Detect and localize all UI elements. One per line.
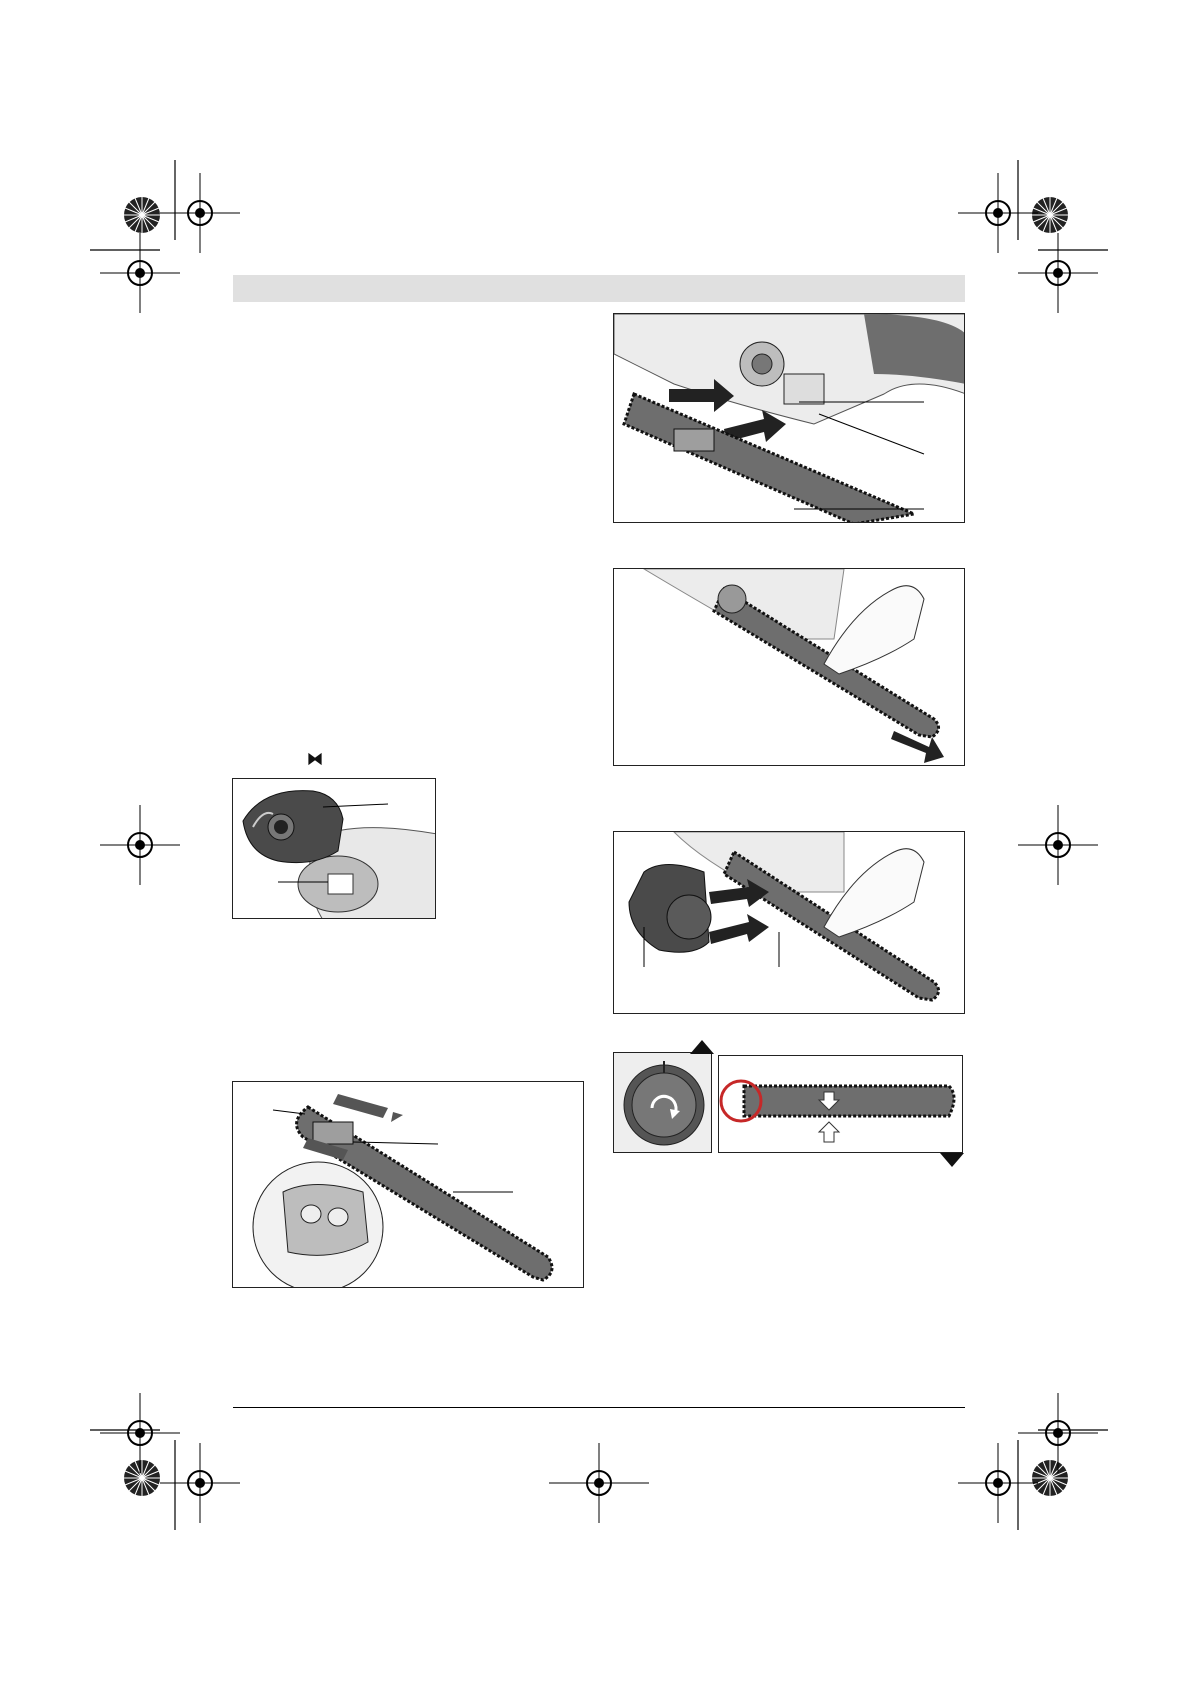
crosshair-mark-mr xyxy=(1018,805,1098,885)
corner-marker-top xyxy=(690,1040,714,1054)
crosshair-mark-ml xyxy=(100,805,180,885)
crosshair-mark-bc xyxy=(549,1443,649,1523)
corner-marker-bottom xyxy=(940,1153,964,1167)
page-header-bar xyxy=(233,275,965,302)
mount-bar-illustration xyxy=(614,314,965,523)
direction-bar-illustration xyxy=(719,1056,963,1153)
figure-pull-bar xyxy=(613,568,965,766)
pull-bar-illustration xyxy=(614,569,965,766)
figure-cover-knob xyxy=(232,778,436,919)
fit-cover-illustration xyxy=(614,832,965,1014)
crosshair-mark-tl2 xyxy=(100,233,180,313)
chain-symbol: ⧓ xyxy=(307,751,323,768)
figure-direction-check-knob xyxy=(613,1052,712,1153)
registration-sunburst-tl xyxy=(122,195,162,235)
figure-direction-check-bar xyxy=(718,1055,963,1153)
direction-knob-illustration xyxy=(614,1053,712,1153)
chain-on-bar-illustration xyxy=(233,1082,584,1288)
cover-knob-illustration xyxy=(233,779,436,919)
footer-rule xyxy=(233,1407,965,1408)
crosshair-mark-bl2 xyxy=(160,1443,240,1523)
crosshair-mark-br2 xyxy=(1018,1393,1098,1473)
figure-mount-bar xyxy=(613,313,965,523)
crosshair-mark-tr2 xyxy=(1018,233,1098,313)
figure-fit-cover xyxy=(613,831,965,1014)
figure-chain-on-bar xyxy=(232,1081,584,1288)
